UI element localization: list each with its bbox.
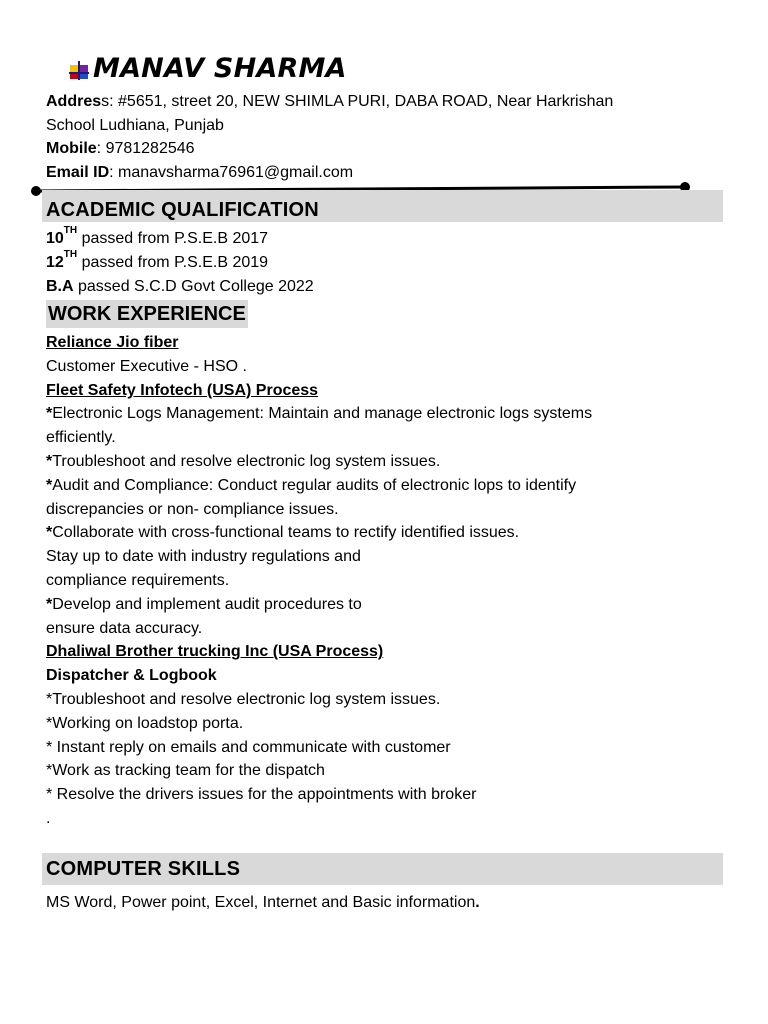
academic-item: 12TH passed from P.S.E.B 2019 [46, 248, 269, 271]
duty-line: ensure data accuracy. [46, 619, 203, 637]
company-fleet-safety: Fleet Safety Infotech (USA) Process [46, 381, 319, 399]
email-label: Email ID [46, 164, 110, 182]
duty-line: *Troubleshoot and resolve electronic log system issues. [46, 452, 441, 470]
academic-list [46, 227, 746, 298]
duty-line: *Work as tracking team for the dispatch [46, 762, 325, 780]
duty-line: * Instant reply on emails and communicate with customer [46, 738, 451, 756]
skills-list: MS Word, Power point, Excel, Internet and Basic information [46, 894, 476, 911]
duty-line: *Troubleshoot and resolve electronic log system issues. [46, 690, 441, 708]
duty-line: *Working on loadstop porta. [46, 714, 244, 732]
duty-line: * Resolve the drivers issues for the appointments with broker [46, 786, 477, 804]
duty-line: *Collaborate with cross-functional teams to rectify identified issues. [46, 524, 520, 542]
colored-cross-bullet-icon [68, 59, 90, 81]
academic-heading: ACADEMIC QUALIFICATION [46, 199, 319, 221]
mobile-line [46, 137, 726, 161]
skills-heading: COMPUTER SKILLS [46, 858, 241, 880]
duty-line: *Electronic Logs Management: Maintain and manage electronic logs systems [46, 405, 593, 423]
duty-line: *Develop and implement audit procedures to [46, 595, 362, 613]
address-label-tail: s [101, 93, 110, 110]
duty-line: Stay up to date with industry regulations and [46, 548, 361, 566]
duty-line: discrepancies or non- compliance issues. [46, 500, 339, 518]
mobile-label: Mobile [46, 140, 97, 158]
contact-block [46, 90, 726, 185]
academic-item: 10TH passed from P.S.E.B 2017 [46, 225, 269, 247]
work-list [46, 331, 746, 831]
role-dhaliwal: Dispatcher & Logbook [46, 667, 217, 685]
duty-line: . [46, 809, 51, 827]
address-value: : #5651, street 20, NEW SHIMLA PURI, DABA ROAD, Near Harkrishan [109, 93, 614, 110]
skills-text [46, 891, 746, 915]
email-value: : manavsharma76961@gmail.com [109, 164, 354, 182]
academic-item: B.A passed S.C.D Govt College 2022 [46, 277, 314, 295]
duty-line: efficiently. [46, 429, 116, 447]
company-dhaliwal: Dhaliwal Brother trucking Inc (USA Process) [46, 643, 384, 661]
role-reliance: Customer Executive - HSO . [46, 357, 247, 375]
address-label: Addres [46, 93, 102, 110]
name-row [68, 50, 347, 86]
mobile-value: : 9781282546 [96, 140, 195, 158]
candidate-name: MANAV SHARMA [93, 52, 347, 84]
skills-period: . [475, 894, 480, 911]
address-line [46, 90, 726, 114]
duty-line: compliance requirements. [46, 571, 230, 589]
duty-line: *Audit and Compliance: Conduct regular audits of electronic lops to identify [46, 476, 577, 494]
work-heading: WORK EXPERIENCE [46, 300, 248, 328]
address-line-2: School Ludhiana, Punjab [46, 116, 224, 134]
company-reliance: Reliance Jio fiber [46, 334, 179, 351]
